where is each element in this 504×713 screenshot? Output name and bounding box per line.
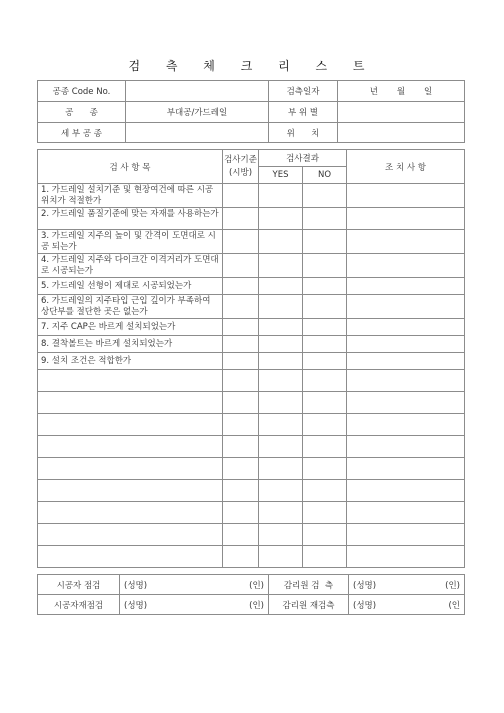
table-row — [38, 353, 465, 370]
action-cell[interactable] — [347, 208, 465, 230]
contractor-seal: (인) — [249, 580, 264, 591]
no-cell[interactable] — [303, 546, 347, 568]
col-header-yes: YES — [259, 167, 303, 184]
criteria-cell[interactable] — [223, 353, 259, 370]
yes-cell[interactable] — [259, 184, 303, 208]
part-value[interactable] — [338, 102, 465, 123]
action-cell[interactable] — [347, 370, 465, 392]
col-header-action: 조 치 사 항 — [347, 150, 465, 184]
header-table — [37, 80, 465, 143]
supervisor-reinspection-sign[interactable] — [349, 595, 465, 615]
yes-cell[interactable] — [259, 230, 303, 254]
checklist-item-text — [38, 414, 223, 436]
table-row — [38, 184, 465, 208]
action-cell[interactable] — [347, 319, 465, 336]
table-row — [38, 458, 465, 480]
contractor-re-name-label: (성명) — [124, 600, 148, 611]
table-row — [38, 278, 465, 295]
supervisor-seal: (인) — [445, 580, 460, 591]
checklist-table — [37, 149, 465, 568]
criteria-cell[interactable] — [223, 392, 259, 414]
contractor-re-seal: (인) — [249, 600, 264, 611]
checklist-item-text: 1. 가드레일 설치기준 및 현장여건에 따른 시공위치가 적절한가 — [38, 184, 223, 208]
action-cell[interactable] — [347, 546, 465, 568]
contractor-inspection-label: 시공자 점검 — [38, 575, 120, 595]
no-cell[interactable] — [303, 436, 347, 458]
yes-cell[interactable] — [259, 414, 303, 436]
criteria-cell[interactable] — [223, 524, 259, 546]
col-header-items: 검 사 항 목 — [38, 150, 223, 184]
action-cell[interactable] — [347, 502, 465, 524]
yes-cell[interactable] — [259, 524, 303, 546]
action-cell[interactable] — [347, 184, 465, 208]
yes-cell[interactable] — [259, 436, 303, 458]
supervisor-name-label: (성명) — [353, 580, 377, 591]
date-label: 검측일자 — [269, 81, 338, 102]
criteria-cell[interactable] — [223, 436, 259, 458]
table-row — [38, 480, 465, 502]
col-header-result: 검사결과 — [259, 150, 347, 167]
yes-cell[interactable] — [259, 502, 303, 524]
yes-cell[interactable] — [259, 319, 303, 336]
action-cell[interactable] — [347, 458, 465, 480]
action-cell[interactable] — [347, 353, 465, 370]
table-row — [38, 392, 465, 414]
action-cell[interactable] — [347, 436, 465, 458]
criteria-cell[interactable] — [223, 458, 259, 480]
criteria-sub-label: (시방) — [228, 167, 253, 178]
checklist-item-text — [38, 546, 223, 568]
action-cell[interactable] — [347, 480, 465, 502]
criteria-cell[interactable] — [223, 480, 259, 502]
supervisor-re-name-label: (성명) — [353, 600, 377, 611]
checklist-item-text: 8. 결착볼트는 바르게 설치되었는가 — [38, 336, 223, 353]
table-row — [38, 502, 465, 524]
yes-cell[interactable] — [259, 336, 303, 353]
supervisor-reinspection-label: 감리원 재검측 — [269, 595, 349, 615]
yes-cell[interactable] — [259, 458, 303, 480]
criteria-cell[interactable] — [223, 184, 259, 208]
table-row — [38, 524, 465, 546]
contractor-inspection-sign[interactable] — [120, 575, 269, 595]
supervisor-re-seal: (인 — [448, 600, 460, 611]
table-row — [38, 208, 465, 230]
table-row — [38, 336, 465, 353]
no-cell[interactable] — [303, 353, 347, 370]
no-cell[interactable] — [303, 184, 347, 208]
checklist-item-text: 2. 가드레일 품질기준에 맞는 자재를 사용하는가 — [38, 208, 223, 230]
col-header-criteria — [223, 150, 259, 184]
location-value[interactable] — [338, 123, 465, 143]
criteria-cell[interactable] — [223, 414, 259, 436]
no-cell[interactable] — [303, 414, 347, 436]
criteria-cell[interactable] — [223, 230, 259, 254]
checklist-item-text — [38, 480, 223, 502]
criteria-cell[interactable] — [223, 295, 259, 319]
yes-cell[interactable] — [259, 480, 303, 502]
checklist-item-text — [38, 436, 223, 458]
criteria-cell[interactable] — [223, 278, 259, 295]
criteria-cell[interactable] — [223, 502, 259, 524]
checklist-item-text — [38, 502, 223, 524]
criteria-cell[interactable] — [223, 370, 259, 392]
table-row — [38, 370, 465, 392]
action-cell[interactable] — [347, 254, 465, 278]
no-cell[interactable] — [303, 278, 347, 295]
criteria-cell[interactable] — [223, 208, 259, 230]
yes-cell[interactable] — [259, 353, 303, 370]
no-cell[interactable] — [303, 336, 347, 353]
no-cell[interactable] — [303, 230, 347, 254]
checklist-item-text — [38, 524, 223, 546]
yes-cell[interactable] — [259, 208, 303, 230]
checklist-item-text: 9. 설치 조건은 적합한가 — [38, 353, 223, 370]
criteria-cell[interactable] — [223, 319, 259, 336]
no-cell[interactable] — [303, 480, 347, 502]
location-label: 위 치 — [269, 123, 338, 143]
yes-cell[interactable] — [259, 392, 303, 414]
no-cell[interactable] — [303, 370, 347, 392]
action-cell[interactable] — [347, 392, 465, 414]
table-row — [38, 546, 465, 568]
checklist-item-text: 3. 가드레일 지주의 높이 및 간격이 도면대로 시공 되는가 — [38, 230, 223, 254]
no-cell[interactable] — [303, 208, 347, 230]
checklist-item-text: 7. 지주 CAP은 바르게 설치되었는가 — [38, 319, 223, 336]
table-row — [38, 230, 465, 254]
criteria-label: 검사기준 — [224, 154, 257, 165]
no-cell[interactable] — [303, 392, 347, 414]
yes-cell[interactable] — [259, 278, 303, 295]
no-cell[interactable] — [303, 319, 347, 336]
code-label: 공종 Code No. — [38, 81, 126, 102]
yes-cell[interactable] — [259, 370, 303, 392]
checklist-item-text: 5. 가드레일 선형이 제대로 시공되었는가 — [38, 278, 223, 295]
detail-label: 세 부 공 종 — [38, 123, 126, 143]
page-title: 검 측 체 크 리 스 트 — [128, 59, 376, 73]
yes-cell[interactable] — [259, 254, 303, 278]
criteria-cell[interactable] — [223, 254, 259, 278]
no-cell[interactable] — [303, 458, 347, 480]
work-type-value[interactable]: 부대공/가드레일 — [126, 102, 269, 123]
detail-value[interactable] — [126, 123, 269, 143]
date-value[interactable]: 년 월 일 — [338, 81, 465, 102]
contractor-name-label: (성명) — [124, 580, 148, 591]
code-value[interactable] — [126, 81, 269, 102]
part-label: 부 위 별 — [269, 102, 338, 123]
action-cell[interactable] — [347, 336, 465, 353]
action-cell[interactable] — [347, 524, 465, 546]
table-row — [38, 295, 465, 319]
contractor-reinspection-label: 시공자재점검 — [38, 595, 120, 615]
action-cell[interactable] — [347, 278, 465, 295]
table-row — [38, 436, 465, 458]
no-cell[interactable] — [303, 295, 347, 319]
work-type-label: 공 종 — [38, 102, 126, 123]
no-cell[interactable] — [303, 524, 347, 546]
checklist-item-text: 4. 가드레일 지주와 다이크간 이격거리가 도면대로 시공되는가 — [38, 254, 223, 278]
contractor-reinspection-sign[interactable] — [120, 595, 269, 615]
checklist-item-text — [38, 392, 223, 414]
supervisor-inspection-label: 감리원 검 측 — [269, 575, 349, 595]
col-header-no: NO — [303, 167, 347, 184]
signature-table — [37, 574, 465, 615]
table-row — [38, 319, 465, 336]
supervisor-inspection-sign[interactable] — [349, 575, 465, 595]
action-cell[interactable] — [347, 414, 465, 436]
checklist-item-text: 6. 가드레일의 지주타입 근입 깊이가 부족하여 상단부를 절단한 곳은 없는가 — [38, 295, 223, 319]
table-row — [38, 414, 465, 436]
checklist-item-text — [38, 370, 223, 392]
table-row — [38, 254, 465, 278]
criteria-cell[interactable] — [223, 546, 259, 568]
criteria-cell[interactable] — [223, 336, 259, 353]
action-cell[interactable] — [347, 230, 465, 254]
checklist-item-text — [38, 458, 223, 480]
no-cell[interactable] — [303, 254, 347, 278]
yes-cell[interactable] — [259, 295, 303, 319]
action-cell[interactable] — [347, 295, 465, 319]
yes-cell[interactable] — [259, 546, 303, 568]
no-cell[interactable] — [303, 502, 347, 524]
